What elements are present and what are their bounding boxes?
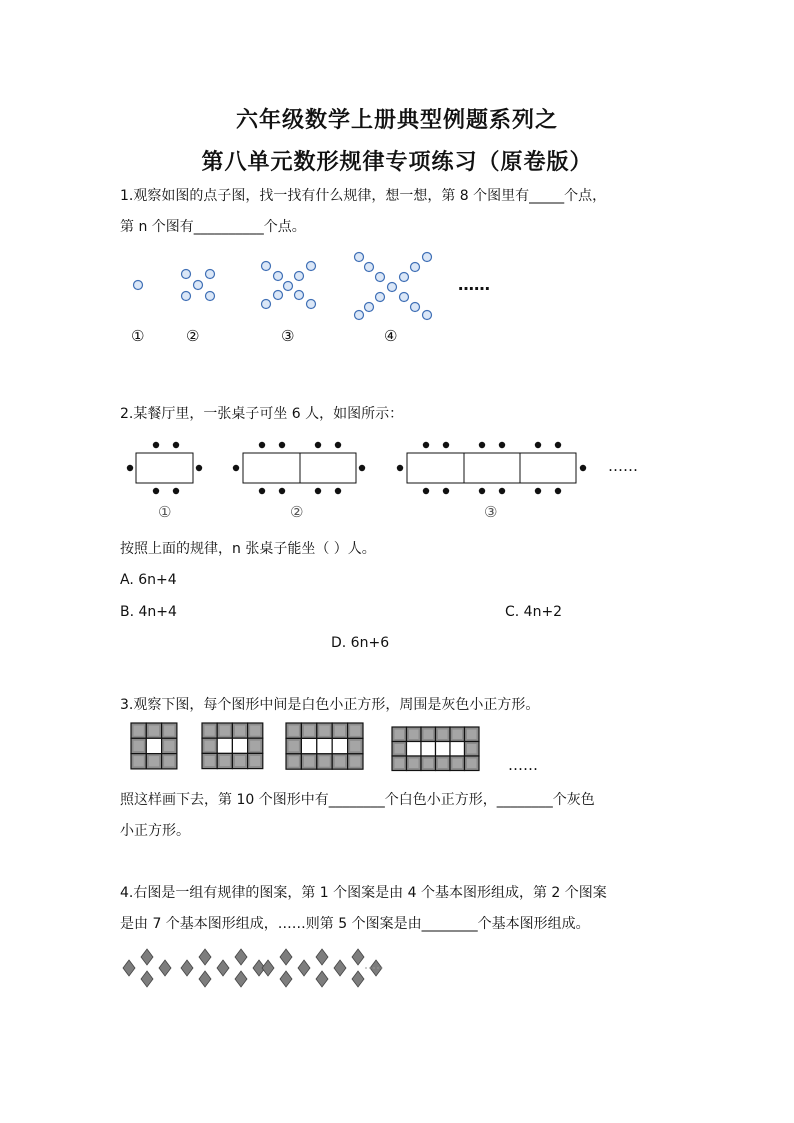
diamond bbox=[370, 960, 382, 976]
q2-option-a: A. 6n+4 bbox=[120, 572, 177, 588]
q2-label-2: ② bbox=[290, 503, 304, 521]
q4-text-line1: 4.右图是一组有规律的图案，第 1 个图案是由 4 个基本图形组成，第 2 个图案 bbox=[120, 885, 607, 901]
diamond bbox=[352, 971, 364, 987]
diamond bbox=[262, 960, 274, 976]
q1-text-line1: 1.观察如图的点子图，找一找有什么规律，想一想，第 8 个图里有_____个点， bbox=[120, 188, 607, 204]
diamond bbox=[334, 960, 346, 976]
diamond bbox=[181, 960, 193, 976]
q1-label-2: ② bbox=[186, 327, 200, 345]
q2-option-d: D. 6n+6 bbox=[331, 635, 390, 651]
diamond bbox=[199, 949, 211, 965]
q4-text-line2: 是由 7 个基本图形组成，……则第 5 个图案是由________个基本图形组成。 bbox=[120, 916, 590, 932]
q4-figure-3 bbox=[262, 949, 382, 987]
q1-label-3: ③ bbox=[281, 327, 295, 345]
q2-question: 按照上面的规律，n 张桌子能坐（ ）人。 bbox=[120, 541, 376, 557]
q1-ellipsis: …… bbox=[458, 275, 490, 294]
diamond bbox=[235, 971, 247, 987]
q3-stem: 3.观察下图，每个图形中间是白色小正方形，周围是灰色小正方形。 bbox=[120, 697, 540, 713]
title-line-1: 六年级数学上册典型例题系列之 bbox=[235, 108, 558, 133]
q2-label-3: ③ bbox=[484, 503, 498, 521]
q1-label-4: ④ bbox=[384, 327, 398, 345]
diamond bbox=[141, 971, 153, 987]
q2-label-1: ① bbox=[158, 503, 172, 521]
diamond bbox=[235, 949, 247, 965]
diamond bbox=[159, 960, 171, 976]
diamond bbox=[123, 960, 135, 976]
q4-figure-1 bbox=[123, 949, 171, 987]
title-line-2: 第八单元数形规律专项练习（原卷版） bbox=[201, 150, 593, 175]
diamond bbox=[316, 949, 328, 965]
q2-stem: 2.某餐厅里，一张桌子可坐 6 人，如图所示： bbox=[120, 406, 404, 422]
diamond bbox=[316, 971, 328, 987]
diamond bbox=[280, 971, 292, 987]
q2-ellipsis: …… bbox=[608, 457, 638, 475]
q3-ellipsis: …… bbox=[508, 756, 538, 774]
diamond bbox=[217, 960, 229, 976]
diamond bbox=[352, 949, 364, 965]
q3-text-line2: 小正方形。 bbox=[120, 823, 190, 839]
diamond bbox=[141, 949, 153, 965]
q2-option-c: C. 4n+2 bbox=[505, 604, 563, 620]
diamond bbox=[280, 949, 292, 965]
q2-option-b: B. 4n+4 bbox=[120, 604, 177, 620]
q3-text-line1: 照这样画下去，第 10 个图形中有________个白色小正方形，________个灰色 bbox=[120, 792, 595, 808]
diamond bbox=[199, 971, 211, 987]
q1-text-line2: 第 n 个图有__________个点。 bbox=[120, 219, 306, 235]
diamond bbox=[298, 960, 310, 976]
q1-label-1: ① bbox=[131, 327, 145, 345]
q4-figure-2 bbox=[181, 949, 265, 987]
